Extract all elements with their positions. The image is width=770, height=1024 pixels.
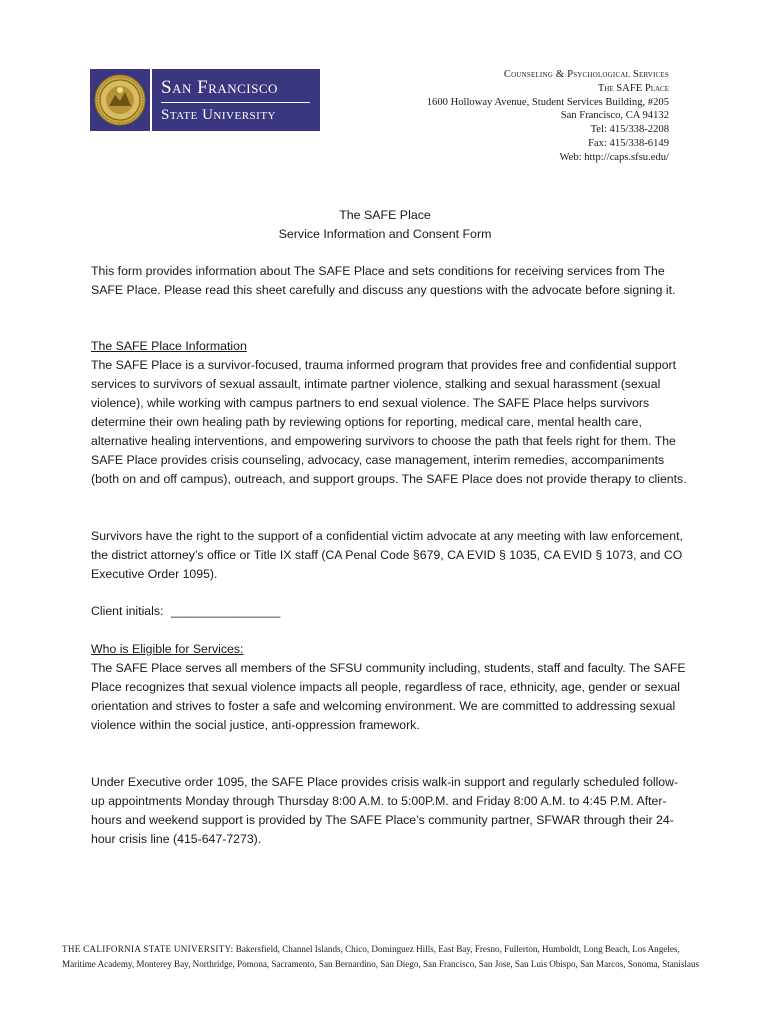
website: Web: http://caps.sfsu.edu/ [559,151,669,163]
department-name: Counseling & Psychological Services [503,69,669,80]
document-title: The SAFE Place [339,208,431,222]
seal-icon [90,69,150,131]
university-wordmark [150,69,320,131]
rights-section [91,527,691,584]
eligibility-paragraph: The SAFE Place serves all members of the SFSU community including, students, staff and faculty. The SAFE Place recognizes that sexual violence impacts all people, regardless of race, ethnicity, age, gender or sexual orientation and strives to foster a safe and welcoming environment. We are committed to addressing sexual violence within the social justice, anti-oppression framework. [91,661,686,732]
intro-paragraph: This form provides information about The SAFE Place and sets conditions for receiving services from The SAFE Place. Please read this sheet carefully and discuss any questions with the advocate before signing it. [91,264,676,297]
fax: Fax: 415/338-6149 [588,137,669,149]
info-section [91,337,691,489]
csu-system-label: THE CALIFORNIA STATE UNIVERSITY: [62,944,234,954]
telephone: Tel: 415/338-2208 [590,124,669,136]
client-initials-label: Client initials: [91,604,164,618]
info-paragraph: The SAFE Place is a survivor-focused, trauma informed program that provides free and confidential support services to survivors of sexual assault, intimate partner violence, stalking and sexual harassment (sexual violence), while working with campus partners to end sexual violence. The SAFE Place helps survivors determine their own healing path by reviewing options for reporting, medical care, mental health care, alternative healing interventions, and empowering survivors to choose the path that feels right for them. The SAFE Place provides crisis counseling, advocacy, case management, interim remedies, accompaniments (both on and off campus), outreach, and support groups. The SAFE Place does not provide therapy to clients. [91,358,687,486]
logo-line-2: State University [161,106,276,123]
unit-name: The SAFE Place [597,82,669,94]
eligibility-heading: Who is Eligible for Services: [91,642,244,656]
eligibility-section [91,640,691,735]
logo-line-1: San Francisco [161,76,278,98]
client-initials-field[interactable]: ________________ [170,604,281,618]
client-initials-row [91,602,691,621]
letterhead-address [427,68,669,165]
university-logo [90,69,320,131]
hours-paragraph: Under Executive order 1095, the SAFE Place provides crisis walk-in support and regularly scheduled follow-up appointments Monday through Thursday 8:00 A.M. to 5:00P.M. and Friday 8:00 A.M. to 4:45 P.M. After-hours and weekend support is provided by The SAFE Place’s community partner, SFWAR through their 24-hour crisis line (415-647-7273). [91,775,679,846]
rights-paragraph: Survivors have the right to the support of a confidential victim advocate at any meeting with law enforcement, the district attorney’s office or Title IX staff (CA Penal Code §679, CA EVID § 1035, CA EVID § 1073, and CO Executive Order 1095). [91,529,683,581]
csu-footer [62,942,722,972]
info-heading: The SAFE Place Information [91,339,247,353]
hours-section [91,773,691,849]
city-address: San Francisco, CA 94132 [560,110,669,122]
logo-divider [161,102,310,103]
street-address: 1600 Holloway Avenue, Student Services Building, #205 [426,96,669,108]
document-subtitle: Service Information and Consent Form [278,227,492,241]
campus-list-1: Bakersfield, Channel Islands, Chico, Dominguez Hills, East Bay, Fresno, Fullerton, Humboldt, Long Beach, Los Angeles, [235,944,680,954]
intro-block [91,262,691,300]
campus-list-2: Maritime Academy, Monterey Bay, Northridge, Pomona, Sacramento, San Bernardino, San Diego, San Francisco, San Jose, San Luis Obispo, San Marcos, Sonoma, Stanislaus [62,959,700,969]
